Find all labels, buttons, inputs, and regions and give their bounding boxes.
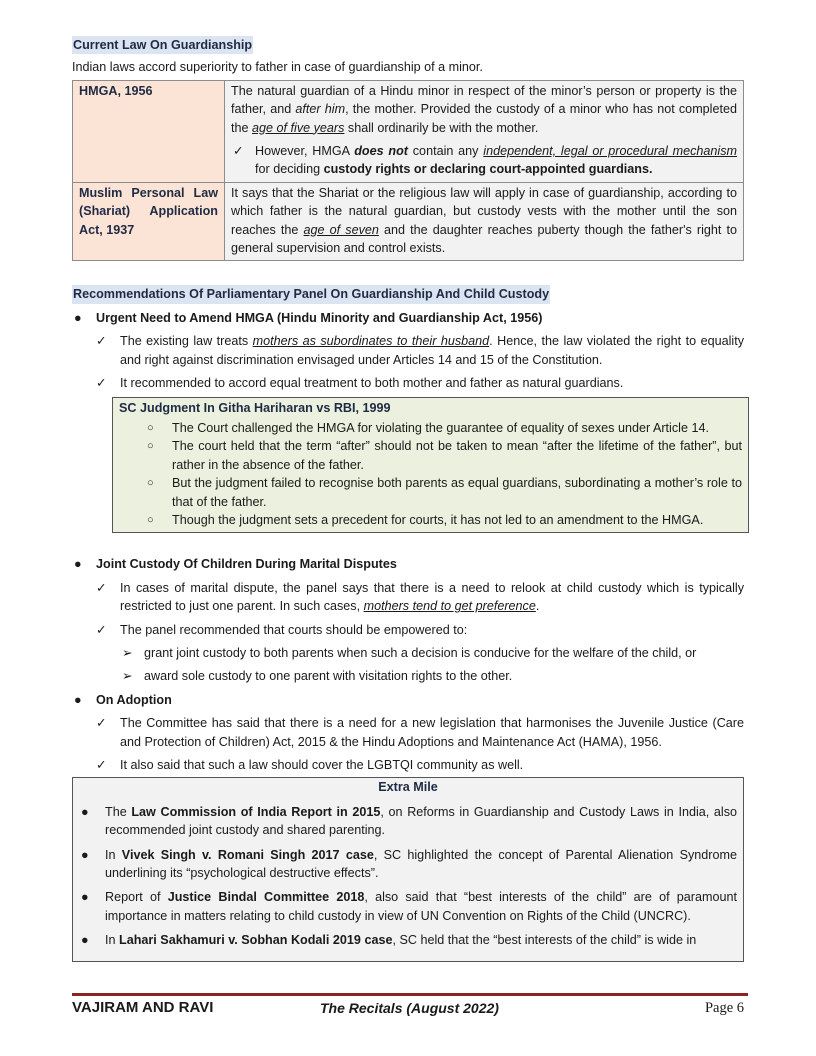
hmga-description xyxy=(225,80,744,182)
hmga-check-text-2: contain any xyxy=(407,144,484,159)
extra-item-bold: Law Commission of India Report in 2015 xyxy=(131,804,381,819)
extra-item-bold: Vivek Singh v. Romani Singh 2017 case xyxy=(121,847,374,862)
bullet-ring-icon: ○ xyxy=(147,421,154,434)
hmga-check-bold: custody rights or declaring court-appointed guardians. xyxy=(323,162,653,177)
bullet-icon: ● xyxy=(81,847,89,862)
adoption-point-1 xyxy=(72,714,744,751)
section-heading-recommendations: Recommendations Of Parliamentary Panel On Guardianship And Child Custody xyxy=(72,285,550,303)
hmga-text-after: after him xyxy=(295,102,346,117)
bullet-ring-icon: ○ xyxy=(147,440,154,453)
hmga-check-point xyxy=(231,142,737,179)
amend-point-2-text: It recommended to accord equal treatment to both mother and father as natural guardians. xyxy=(120,376,624,391)
check-icon: ✓ xyxy=(96,376,107,391)
extra-mile-item xyxy=(79,888,737,925)
joint-point-1 xyxy=(72,579,744,616)
current-law-intro: Indian laws accord superiority to father in case of guardianship of a minor. xyxy=(72,60,483,75)
arrow-bullet-icon: ➢ xyxy=(122,645,133,660)
hmga-check-text-3: for deciding xyxy=(255,162,324,177)
amend-point-1-underlined: mothers as subordinates to their husband xyxy=(252,334,490,349)
sc-item-text: But the judgment failed to recognise both parents as equal guardians, subordinating a mother’s role to that of the father. xyxy=(172,476,742,509)
bullet-adoption xyxy=(72,691,744,709)
muslim-law-description xyxy=(225,182,744,261)
sc-judgment-box xyxy=(112,397,749,534)
extra-item-post: , SC highlighted the concept of Parental Alienation Syndrome underlining its “psychological destructive effects”. xyxy=(105,847,737,881)
joint-custody-title: Joint Custody Of Children During Marital Disputes xyxy=(96,557,397,572)
amend-point-1-text-a: The existing law treats xyxy=(120,334,253,349)
sc-judgment-item xyxy=(119,419,742,437)
extra-item-post: , also said that “best interests of the child” are of paramount importance in matters relating to child custody in view of UN Convention on Rights of the Child (UNCRC). xyxy=(105,890,738,923)
footer-publication: The Recitals (August 2022) xyxy=(320,1000,499,1016)
extra-mile-item xyxy=(79,803,737,840)
joint-sub-point-1 xyxy=(72,644,744,662)
adoption-point-2 xyxy=(72,756,744,774)
footer-page-number: Page 6 xyxy=(704,1000,744,1016)
hmga-text-2: , the mother. Provided the custody of a minor who has not completed the xyxy=(231,102,737,135)
joint-point-2-text: The panel recommended that courts should be empowered to: xyxy=(120,622,468,637)
check-icon: ✓ xyxy=(96,580,107,595)
sc-item-text: The Court challenged the HMGA for violating the guarantee of equality of sexes under Article 14. xyxy=(172,420,709,435)
page-footer xyxy=(72,999,744,1021)
joint-sub-1-text: grant joint custody to both parents when such a decision is conducive for the welfare of the child, or xyxy=(144,645,697,660)
bullet-icon: ● xyxy=(74,557,82,572)
footer-divider xyxy=(72,993,748,996)
hmga-text-3: shall ordinarily be with the mother. xyxy=(344,120,539,135)
muslim-text-2: and the daughter reaches puberty though the father's right to general supervision and control exists. xyxy=(231,222,738,256)
section-heading-current-law: Current Law On Guardianship xyxy=(72,36,253,54)
joint-point-1-text-a: In cases of marital dispute, the panel says that there is a need to relook at child custody which is typically restricted to just one parent. In such cases, xyxy=(120,580,744,614)
extra-item-pre: Report of xyxy=(105,890,168,905)
extra-item-bold: Justice Bindal Committee 2018 xyxy=(167,890,365,905)
extra-item-pre: The xyxy=(105,804,132,819)
bullet-joint-custody xyxy=(72,555,744,573)
extra-item-pre: In xyxy=(105,847,122,862)
check-icon: ✓ xyxy=(96,716,107,731)
hmga-age-five: age of five years xyxy=(252,120,345,135)
joint-sub-2-text: award sole custody to one parent with visitation rights to the other. xyxy=(144,669,513,684)
extra-mile-item xyxy=(79,931,737,949)
table-row-hmga xyxy=(73,80,744,182)
check-icon: ✓ xyxy=(233,144,244,159)
sc-judgment-item xyxy=(119,474,742,511)
joint-point-1-text-b: . xyxy=(535,599,540,614)
extra-mile-item xyxy=(79,846,737,883)
bullet-icon: ● xyxy=(74,310,82,325)
amend-point-2 xyxy=(72,374,744,392)
hmga-check-text-1: However, HMGA xyxy=(255,144,355,159)
muslim-age-seven: age of seven xyxy=(303,222,379,237)
bullet-icon: ● xyxy=(81,804,89,819)
adoption-point-2-text: It also said that such a law should cover the LGBTQI community as well. xyxy=(120,758,524,772)
bullet-ring-icon: ○ xyxy=(147,513,154,526)
muslim-law-label: Muslim Personal Law (Shariat) Application Act, 1937 xyxy=(73,182,225,261)
hmga-check-not: does not xyxy=(354,144,408,159)
sc-item-text: Though the judgment sets a precedent for courts, it has not led to an amendment to the HMGA. xyxy=(172,512,704,527)
check-icon: ✓ xyxy=(96,334,107,349)
hmga-text-1: The natural guardian of a Hindu minor in respect of the minor’s person or property is the father, and xyxy=(231,83,737,117)
amend-point-1 xyxy=(72,332,744,369)
page-content xyxy=(72,36,744,962)
check-icon: ✓ xyxy=(96,622,107,637)
hmga-check-mechanism: independent, legal or procedural mechanism xyxy=(483,144,737,159)
amend-point-1-text-b: . Hence, the law violated the right to equality and right against discrimination envisaged under Articles 14 and 15 of the Constitution. xyxy=(120,334,744,367)
joint-point-2 xyxy=(72,621,744,639)
bullet-icon: ● xyxy=(74,692,82,707)
sc-judgment-item xyxy=(119,511,742,529)
amend-hmga-title: Urgent Need to Amend HMGA (Hindu Minority and Guardianship Act, 1956) xyxy=(96,310,543,325)
sc-judgment-title: SC Judgment In Githa Hariharan vs RBI, 1999 xyxy=(119,400,391,415)
hmga-label: HMGA, 1956 xyxy=(73,80,225,182)
bullet-amend-hmga xyxy=(72,309,744,327)
guardianship-law-table xyxy=(72,80,744,262)
extra-item-post: , on Reforms in Guardianship and Custody Laws in India, also recommended joint custody and shared parenting. xyxy=(105,804,738,838)
joint-point-1-underlined: mothers tend to get preference xyxy=(363,599,536,614)
extra-item-post: , SC held that the “best interests of the child” is wide in xyxy=(392,933,697,948)
extra-item-pre: In xyxy=(105,933,120,948)
adoption-point-1-text: The Committee has said that there is a need for a new legislation that harmonises the Juvenile Justice (Care and Protection of Children) Act, 2015 & the Hindu Adoptions and Maintenance Act (HAMA), 1956. xyxy=(120,716,744,749)
extra-mile-box xyxy=(72,777,744,962)
check-icon: ✓ xyxy=(96,758,107,772)
joint-sub-point-2 xyxy=(72,667,744,685)
extra-item-bold: Lahari Sakhamuri v. Sobhan Kodali 2019 case xyxy=(119,933,393,948)
table-row-muslim-law xyxy=(73,182,744,261)
arrow-bullet-icon: ➢ xyxy=(122,669,133,684)
sc-item-text: The court held that the term “after” should not be taken to mean “after the lifetime of the father”, but rather in the absence of the father. xyxy=(172,439,742,472)
footer-organization: VAJIRAM AND RAVI xyxy=(72,999,214,1016)
extra-mile-title: Extra Mile xyxy=(378,780,438,795)
adoption-title: On Adoption xyxy=(96,692,172,707)
sc-judgment-item xyxy=(119,437,742,474)
bullet-ring-icon: ○ xyxy=(147,477,154,490)
muslim-text-1: It says that the Shariat or the religious law will apply in case of guardianship, according to which father is the natural guardian, but custody vests with the mother until the son reaches the xyxy=(231,185,737,237)
bullet-icon: ● xyxy=(81,890,89,905)
bullet-icon: ● xyxy=(81,933,89,948)
